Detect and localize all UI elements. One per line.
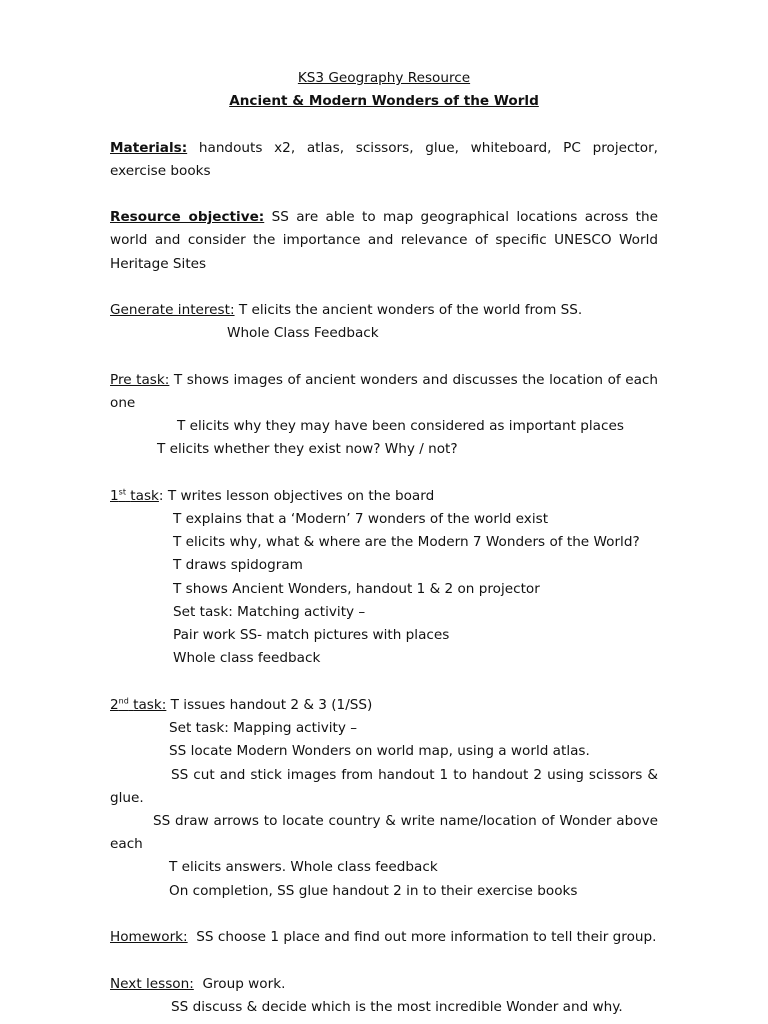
task1-line-7: Pair work SS- match pictures with places <box>173 627 450 643</box>
task1-line-5: T shows Ancient Wonders, handout 1 & 2 on projector <box>173 581 540 597</box>
objective-line-3: Heritage Sites <box>110 256 207 272</box>
materials-line-2: exercise books <box>110 163 211 179</box>
next-lesson-label: Next lesson: <box>110 976 194 992</box>
task2-line-2: Set task: Mapping activity – <box>169 720 358 736</box>
pretask-line-4: T elicits whether they exist now? Why / not? <box>157 441 458 457</box>
task1-line-3: T elicits why, what & where are the Modern 7 Wonders of the World? <box>173 534 640 550</box>
task1-line-4: T draws spidogram <box>173 557 303 573</box>
task2-line-4: SS cut and stick images from handout 1 to handout 2 using scissors & <box>171 767 658 783</box>
task1-line: 1st task: T writes lesson objectives on the board <box>110 487 435 504</box>
task2-line-3: SS locate Modern Wonders on world map, using a world atlas. <box>169 743 590 759</box>
homework-line: Homework: SS choose 1 place and find out more information to tell their group. <box>110 929 657 945</box>
generate-line-2: Whole Class Feedback <box>227 325 379 341</box>
pretask-line-3: T elicits why they may have been considered as important places <box>177 418 624 434</box>
task2-line: 2nd task: T issues handout 2 & 3 (1/SS) <box>110 696 373 713</box>
generate-line: Generate interest: T elicits the ancient wonders of the world from SS. <box>110 302 583 318</box>
pretask-line: Pre task: T shows images of ancient wonders and discusses the location of each <box>110 372 658 388</box>
pretask-line-2: one <box>110 395 136 411</box>
generate-label: Generate interest: <box>110 302 235 318</box>
objective-line-2: world and consider the importance and relevance of specific UNESCO World <box>110 232 658 248</box>
pretask-label: Pre task: <box>110 372 170 388</box>
task2-line-9: On completion, SS glue handout 2 in to their exercise books <box>169 883 578 899</box>
objective-line: Resource objective: SS are able to map geographical locations across the <box>110 209 658 225</box>
document-subtitle: Ancient & Modern Wonders of the World <box>229 93 539 109</box>
task2-line-5: glue. <box>110 790 144 806</box>
materials-line: Materials: handouts x2, atlas, scissors, glue, whiteboard, PC projector, <box>110 140 658 156</box>
document-title: KS3 Geography Resource <box>297 70 471 86</box>
next-lesson-line-2: SS discuss & decide which is the most incredible Wonder and why. <box>171 999 623 1015</box>
objective-label: Resource objective: <box>110 209 265 225</box>
task1-label: 1st task <box>110 487 159 504</box>
task1-line-2: T explains that a ‘Modern’ 7 wonders of the world exist <box>173 511 549 527</box>
homework-label: Homework: <box>110 929 188 945</box>
task2-line-8: T elicits answers. Whole class feedback <box>169 859 438 875</box>
task1-line-6: Set task: Matching activity – <box>173 604 366 620</box>
task1-line-8: Whole class feedback <box>173 650 321 666</box>
task2-line-7: each <box>110 836 143 852</box>
next-lesson-line: Next lesson: Group work. <box>110 976 286 992</box>
task2-line-6: SS draw arrows to locate country & write name/location of Wonder above <box>153 813 658 829</box>
task2-label: 2nd task: <box>110 696 167 713</box>
materials-label: Materials: <box>110 140 188 156</box>
